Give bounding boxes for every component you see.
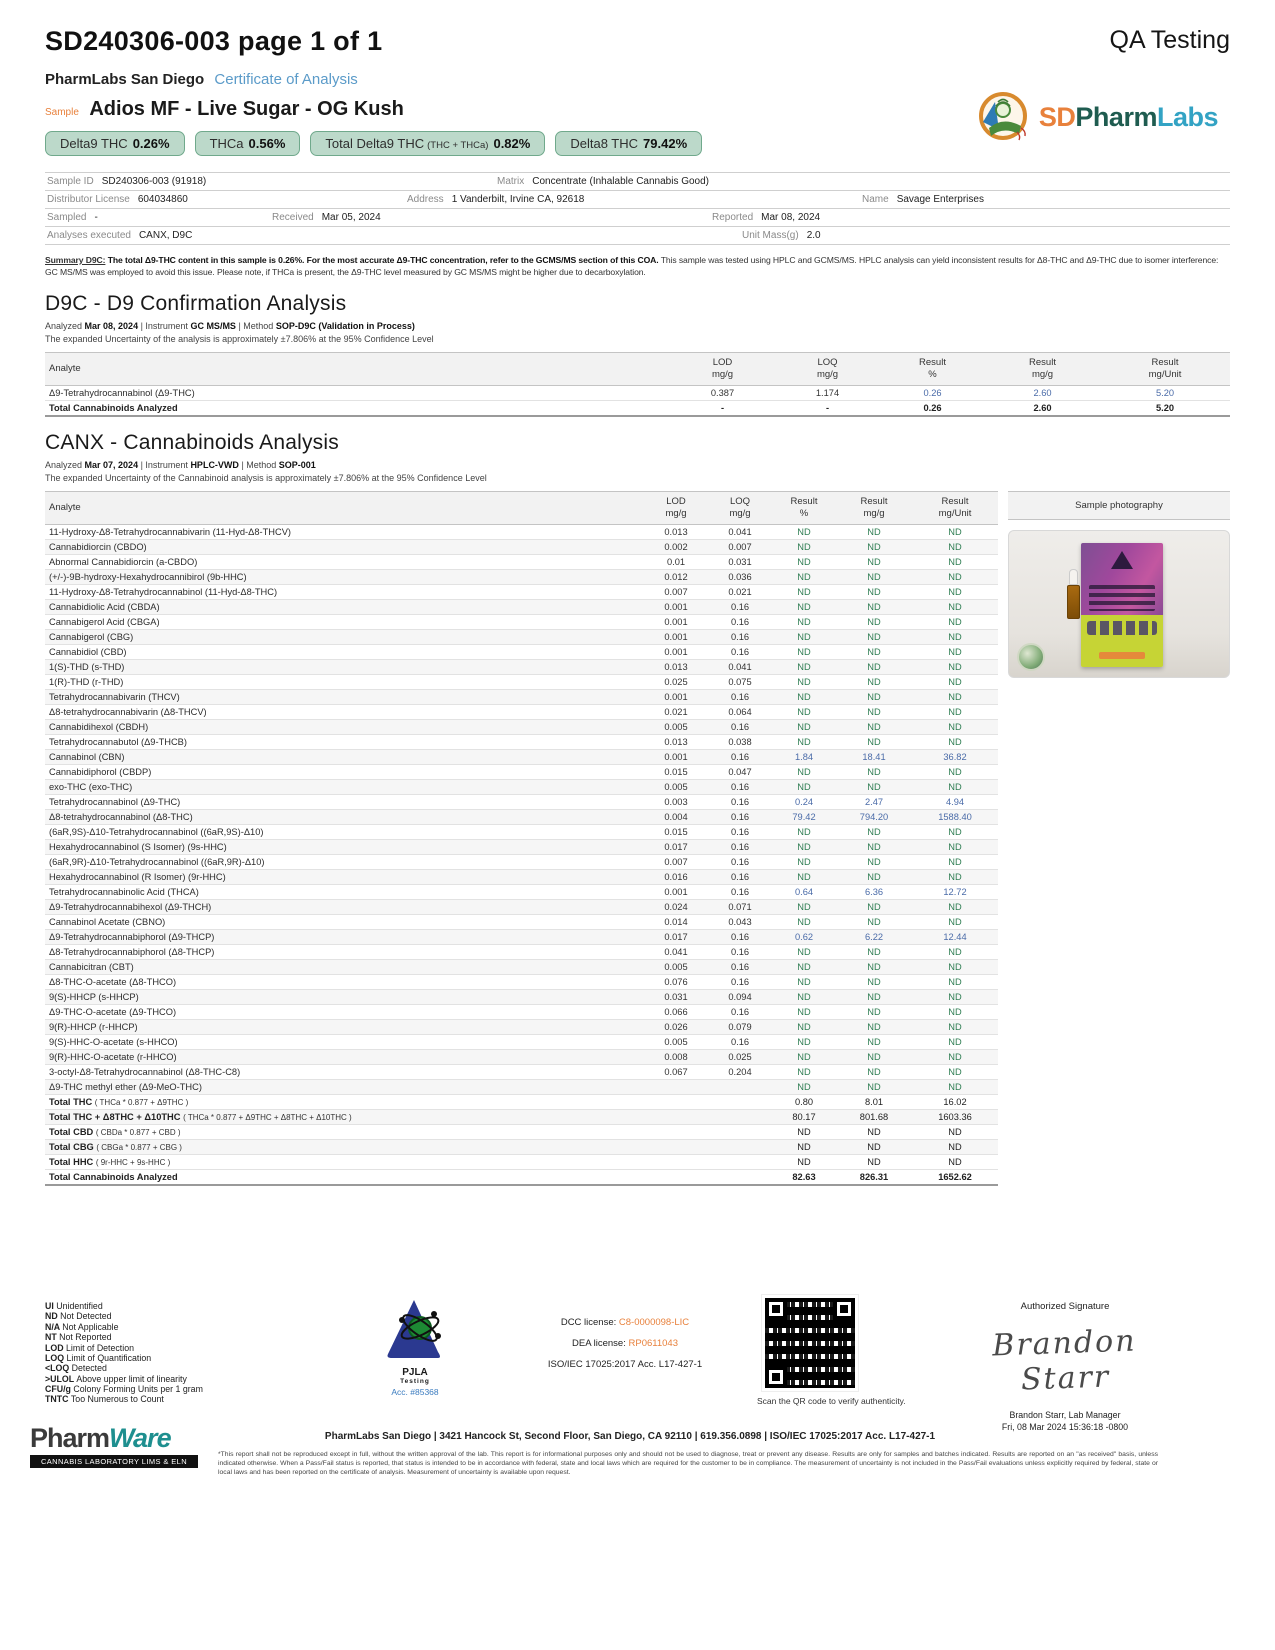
sample-id-value: SD240306-003 (91918): [101, 176, 207, 187]
total-row: Total CBD ( CBDa * 0.877 + CBD ) ND ND ND: [45, 1124, 998, 1139]
table-row: Tetrahydrocannabutol (Δ9-THCB) 0.013 0.038 ND ND ND: [45, 734, 998, 749]
dcc-license-value: C8-0000098-LIC: [618, 1317, 690, 1328]
canx-table-header: [45, 491, 998, 524]
sampled-label: Sampled: [47, 212, 87, 223]
legend-item: >ULOL Above upper limit of linearity: [45, 1373, 187, 1384]
table-row: 9(R)-HHCP (r-HHCP) 0.026 0.079 ND ND ND: [45, 1019, 998, 1034]
logo-sd: SD: [1038, 102, 1076, 132]
abbreviation-legend: [45, 1301, 203, 1405]
lab-address-line: PharmLabs San Diego | 3421 Hancock St, Second Floor, San Diego, CA 92110 | 619.356.0898 | ISO/IEC 17025:2017 Acc. L17-427-1: [324, 1431, 936, 1442]
signature-block: [945, 1301, 1185, 1432]
table-row: Δ9-Tetrahydrocannabiphorol (Δ9-THCP) 0.017 0.16 0.62 6.22 12.44: [45, 929, 998, 944]
table-row: Cannabicitran (CBT) 0.005 0.16 ND ND ND: [45, 959, 998, 974]
pjla-logo-icon: [376, 1298, 454, 1360]
canx-table-body: [45, 524, 998, 1185]
table-row: Δ8-tetrahydrocannabivarin (Δ8-THCV) 0.021 0.064 ND ND ND: [45, 704, 998, 719]
logo-labs: Labs: [1156, 102, 1218, 132]
sample-info-table: [45, 172, 1230, 245]
reported-value: Mar 08, 2024: [761, 212, 821, 223]
grand-total-row: Total Cannabinoids Analyzed 82.63 826.31 1652.62: [45, 1169, 998, 1185]
legend-item: TNTC Too Numerous to Count: [45, 1394, 164, 1405]
table-row: Cannabigerol (CBG) 0.001 0.16 ND ND ND: [45, 629, 998, 644]
received-value: Mar 05, 2024: [321, 212, 381, 223]
legend-item: ND Not Detected: [45, 1311, 112, 1322]
pharmware-name-b: Ware: [109, 1423, 171, 1453]
unit-mass-value: 2.0: [806, 230, 821, 241]
qa-testing-label: QA Testing: [1109, 26, 1230, 54]
table-row: 1(R)-THD (r-THD) 0.025 0.075 ND ND ND: [45, 674, 998, 689]
pharmlabs-emblem-icon: [969, 86, 1033, 150]
signature-script: Brandon Starr: [991, 1323, 1138, 1398]
matrix-value: Concentrate (Inhalable Cannabis Good): [532, 176, 710, 187]
dea-license-value: RP0611043: [628, 1337, 678, 1349]
lab-name: PharmLabs San Diego: [45, 71, 205, 88]
authorized-signature-label: Authorized Signature: [1020, 1301, 1110, 1312]
sample-id-label: Sample ID: [47, 176, 94, 187]
pjla-acc-label: Acc. #: [391, 1387, 415, 1397]
cannabinoid-badge: Delta8 THC 79.42%: [555, 131, 702, 156]
legend-item: N/A Not Applicable: [45, 1321, 119, 1332]
table-row: (6aR,9S)-Δ10-Tetrahydrocannabinol ((6aR,9S)-Δ10) 0.015 0.16 ND ND ND: [45, 824, 998, 839]
document-type: Certificate of Analysis: [214, 71, 358, 88]
column-header: Result mg/Unit: [1100, 353, 1230, 386]
pharmware-tagline: CANNABIS LABORATORY LIMS & ELN: [30, 1455, 198, 1468]
total-row: Total HHC ( 9r-HHC + 9s-HHC ) ND ND ND: [45, 1154, 998, 1169]
dcc-license-line: DCC license: C8-0000098-LIC: [560, 1317, 690, 1328]
column-header: Result mg/g: [836, 491, 912, 524]
table-row: 11-Hydroxy-Δ8-Tetrahydrocannabivarin (11-Hyd-Δ8-THCV) 0.013 0.041 ND ND ND: [45, 524, 998, 539]
analyses-label: Analyses executed: [47, 230, 131, 241]
analyses-value: CANX, D9C: [138, 230, 193, 241]
table-row: 3-octyl-Δ8-Tetrahydrocannabinol (Δ8-THC-C8) 0.067 0.204 ND ND ND: [45, 1064, 998, 1079]
column-header: Analyte: [45, 491, 644, 524]
table-row: Hexahydrocannabinol (R Isomer) (9r-HHC) 0.016 0.16 ND ND ND: [45, 869, 998, 884]
reported-label: Reported: [712, 212, 754, 223]
table-row: exo-THC (exo-THC) 0.005 0.16 ND ND ND: [45, 779, 998, 794]
d9c-section-title: D9C - D9 Confirmation Analysis: [45, 292, 347, 316]
column-header: Result mg/g: [985, 353, 1100, 386]
table-row: Tetrahydrocannabivarin (THCV) 0.001 0.16 ND ND ND: [45, 689, 998, 704]
pjla-name: PJLA: [402, 1367, 428, 1378]
dea-license-line: DEA license: RP0611043: [572, 1337, 678, 1349]
canx-section-title: CANX - Cannabinoids Analysis: [45, 430, 339, 454]
table-row: Δ9-Tetrahydrocannabinol (Δ9-THC) 0.387 1.174 0.26 2.60 5.20: [45, 385, 1230, 400]
cannabinoid-badge: THCa 0.56%: [195, 131, 301, 156]
sdpharmlabs-logo: [969, 79, 1218, 156]
total-row: Total CBG ( CBGa * 0.877 + CBG ) ND ND ND: [45, 1139, 998, 1154]
table-row: 11-Hydroxy-Δ8-Tetrahydrocannabinol (11-Hyd-Δ8-THC) 0.007 0.021 ND ND ND: [45, 584, 998, 599]
canx-uncertainty: The expanded Uncertainty of the Cannabinoid analysis is approximately ±7.806% at the 95% Confidence Level: [45, 472, 487, 483]
logo-wordmark: [1039, 102, 1218, 133]
column-header: LOD mg/g: [670, 353, 775, 386]
matrix-label: Matrix: [497, 176, 525, 187]
disclaimer-text: *This report shall not be reproduced except in full, without the written approval of the lab. This report is for informational purposes only and should not be used to diagnose, treat or prevent any disease. Results are only for samples and batches indicated. Results are reported on an "as received" basis, unless indicated otherwise. When a Pass/Fail status is reported, that status is intended to be in accordance with federal, state and local laws which are required for the customer to be in compliance. The measurement of uncertainty is not included in the Pass/Fail evaluations unless explicitly required by federal, state or local laws and has been reported on the certificate of analysis. Measurement of uncertainty is available upon request.: [218, 1451, 1158, 1476]
lab-watermark-icon: [1017, 643, 1045, 671]
cannabinoid-badge: Delta9 THC 0.26%: [45, 131, 185, 156]
summary-prefix: Summary D9C:: [45, 255, 106, 265]
column-header: Result mg/Unit: [912, 491, 998, 524]
legend-item: LOQ Limit of Quantification: [45, 1352, 152, 1363]
table-row: Δ9-THC methyl ether (Δ9-MeO-THC) ND ND ND: [45, 1079, 998, 1094]
column-header: LOQ mg/g: [708, 491, 772, 524]
table-row: 9(S)-HHC-O-acetate (s-HHCO) 0.005 0.16 ND ND ND: [45, 1034, 998, 1049]
table-row: Cannabigerol Acid (CBGA) 0.001 0.16 ND ND ND: [45, 614, 998, 629]
table-row: Δ8-THC-O-acetate (Δ8-THCO) 0.076 0.16 ND ND ND: [45, 974, 998, 989]
column-header: Result %: [880, 353, 985, 386]
table-row: Cannabinol (CBN) 0.001 0.16 1.84 18.41 36.82: [45, 749, 998, 764]
canx-meta-line: Analyzed Mar 07, 2024 | Instrument HPLC-VWD | Method SOP-001: [45, 459, 316, 470]
table-row: Δ8-tetrahydrocannabinol (Δ8-THC) 0.004 0.16 79.42 794.20 1588.40: [45, 809, 998, 824]
canx-table: [45, 491, 998, 1186]
cannabinoid-badges: [45, 131, 702, 156]
signature-date: Fri, 08 Mar 2024 15:36:18 -0800: [1001, 1422, 1129, 1432]
license-block: [515, 1313, 735, 1376]
header-bar: [45, 26, 1230, 57]
table-row: Δ8-Tetrahydrocannabiphorol (Δ8-THCP) 0.041 0.16 ND ND ND: [45, 944, 998, 959]
table-row: Tetrahydrocannabinolic Acid (THCA) 0.001 0.16 0.64 6.36 12.72: [45, 884, 998, 899]
table-row: Δ9-Tetrahydrocannabihexol (Δ9-THCH) 0.024 0.071 ND ND ND: [45, 899, 998, 914]
footer: [0, 1293, 1275, 1650]
table-row: Hexahydrocannabinol (S Isomer) (9s-HHC) 0.017 0.16 ND ND ND: [45, 839, 998, 854]
received-label: Received: [272, 212, 314, 223]
legend-item: UI Unidentified: [45, 1301, 103, 1311]
table-row: Δ9-THC-O-acetate (Δ9-THCO) 0.066 0.16 ND ND ND: [45, 1004, 998, 1019]
total-row: Total THC ( THCa * 0.877 + Δ9THC ) 0.80 8.01 16.02: [45, 1094, 998, 1109]
page-title: SD240306-003 page 1 of 1: [45, 26, 383, 56]
table-row: 1(S)-THD (s-THD) 0.013 0.041 ND ND ND: [45, 659, 998, 674]
table-row: (6aR,9R)-Δ10-Tetrahydrocannabinol ((6aR,9R)-Δ10) 0.007 0.16 ND ND ND: [45, 854, 998, 869]
legend-item: LOD Limit of Detection: [45, 1342, 134, 1353]
column-header: LOQ mg/g: [775, 353, 880, 386]
sampled-value: -: [94, 212, 98, 223]
d9c-table-header: [45, 353, 1230, 386]
sample-photography-panel: [1008, 491, 1230, 1186]
legend-item: NT Not Reported: [45, 1332, 112, 1343]
pjla-accession: [360, 1387, 470, 1397]
pjla-accreditation: [360, 1298, 470, 1397]
table-row: Cannabidiol (CBD) 0.001 0.16 ND ND ND: [45, 644, 998, 659]
table-row: Cannabidiorcin (CBDO) 0.002 0.007 ND ND ND: [45, 539, 998, 554]
pharmware-name-a: Pharm: [30, 1423, 110, 1453]
d9c-table-body: [45, 385, 1230, 416]
d9c-table: [45, 352, 1230, 417]
pjla-sub: Testing: [400, 1378, 430, 1385]
legend-item: <LOQ Detected: [45, 1363, 107, 1374]
total-row: Total THC + Δ8THC + Δ10THC ( THCa * 0.877 + Δ9THC + Δ8THC + Δ10THC ) 80.17 801.68 1603.36: [45, 1109, 998, 1124]
package-logo-triangle: [1111, 551, 1133, 569]
address-label: Address: [407, 194, 444, 205]
sample-name: Adios MF - Live Sugar - OG Kush: [89, 98, 404, 120]
iso-line: ISO/IEC 17025:2017 Acc. L17-427-1: [547, 1358, 703, 1370]
column-header: Analyte: [45, 353, 670, 386]
unit-mass-label: Unit Mass(g): [742, 230, 799, 241]
table-row: 9(S)-HHCP (s-HHCP) 0.031 0.094 ND ND ND: [45, 989, 998, 1004]
summary-bold: The total Δ9-THC content in this sample is 0.26%. For the most accurate Δ9-THC concentration, refer to the GCMS/MS section of this COA.: [105, 255, 659, 265]
name-label: Name: [862, 194, 889, 205]
sample-label: Sample: [45, 107, 79, 118]
total-row: Total Cannabinoids Analyzed - - 0.26 2.60 5.20: [45, 400, 1230, 416]
sample-photography-header: Sample photography: [1008, 491, 1230, 520]
pjla-acc-number: 85368: [414, 1387, 439, 1397]
distributor-license-label: Distributor License: [47, 194, 130, 205]
cannabinoid-badge: Total Delta9 THC (THC + THCa) 0.82%: [310, 131, 545, 156]
legend-item: CFU/g Colony Forming Units per 1 gram: [45, 1384, 203, 1394]
summary-paragraph: [45, 255, 1230, 278]
product-package: [1081, 543, 1163, 667]
d9c-meta-line: Analyzed Mar 08, 2024 | Instrument GC MS/MS | Method SOP-D9C (Validation in Process): [45, 321, 415, 332]
sample-photo: [1008, 530, 1230, 678]
qr-zone: [757, 1295, 906, 1406]
table-row: Tetrahydrocannabinol (Δ9-THC) 0.003 0.16 0.24 2.47 4.94: [45, 794, 998, 809]
table-row: 9(R)-HHC-O-acetate (r-HHCO) 0.008 0.025 ND ND ND: [45, 1049, 998, 1064]
qr-code: [762, 1295, 858, 1391]
table-row: (+/-)-9B-hydroxy-Hexahydrocannibirol (9b-HHC) 0.012 0.036 ND ND ND: [45, 569, 998, 584]
table-row: Abnormal Cannabidiorcin (a-CBDO) 0.01 0.031 ND ND ND: [45, 554, 998, 569]
pharmware-logo: [30, 1425, 198, 1468]
summary-text: This sample was tested using HPLC and GCMS/MS. HPLC analysis can yield inconsistent results for Δ8-THC and Δ9-THC due to isomer interference: GC MS/MS was employed to avoid this issue. Please note, if THCa is present, the Δ9-THC level measured by GC MS/MS might be higher due to decarboxylation.: [45, 255, 1219, 277]
vape-cartridge: [1067, 569, 1080, 619]
distributor-license-value: 604034860: [137, 194, 188, 205]
column-header: Result %: [772, 491, 836, 524]
column-header: LOD mg/g: [644, 491, 708, 524]
table-row: Cannabidiphorol (CBDP) 0.015 0.047 ND ND ND: [45, 764, 998, 779]
table-row: Cannabidiolic Acid (CBDA) 0.001 0.16 ND ND ND: [45, 599, 998, 614]
table-row: Cannabidihexol (CBDH) 0.005 0.16 ND ND ND: [45, 719, 998, 734]
d9c-uncertainty: The expanded Uncertainty of the analysis is approximately ±7.806% at the 95% Confidence Level: [45, 334, 434, 345]
signer-name: Brandon Starr, Lab Manager: [1009, 1410, 1121, 1420]
qr-caption: Scan the QR code to verify authenticity.: [757, 1396, 906, 1406]
logo-pharm: Pharm: [1075, 102, 1157, 132]
address-value: 1 Vanderbilt, Irvine CA, 92618: [451, 194, 585, 205]
name-value: Savage Enterprises: [896, 194, 984, 205]
table-row: Cannabinol Acetate (CBNO) 0.014 0.043 ND ND ND: [45, 914, 998, 929]
